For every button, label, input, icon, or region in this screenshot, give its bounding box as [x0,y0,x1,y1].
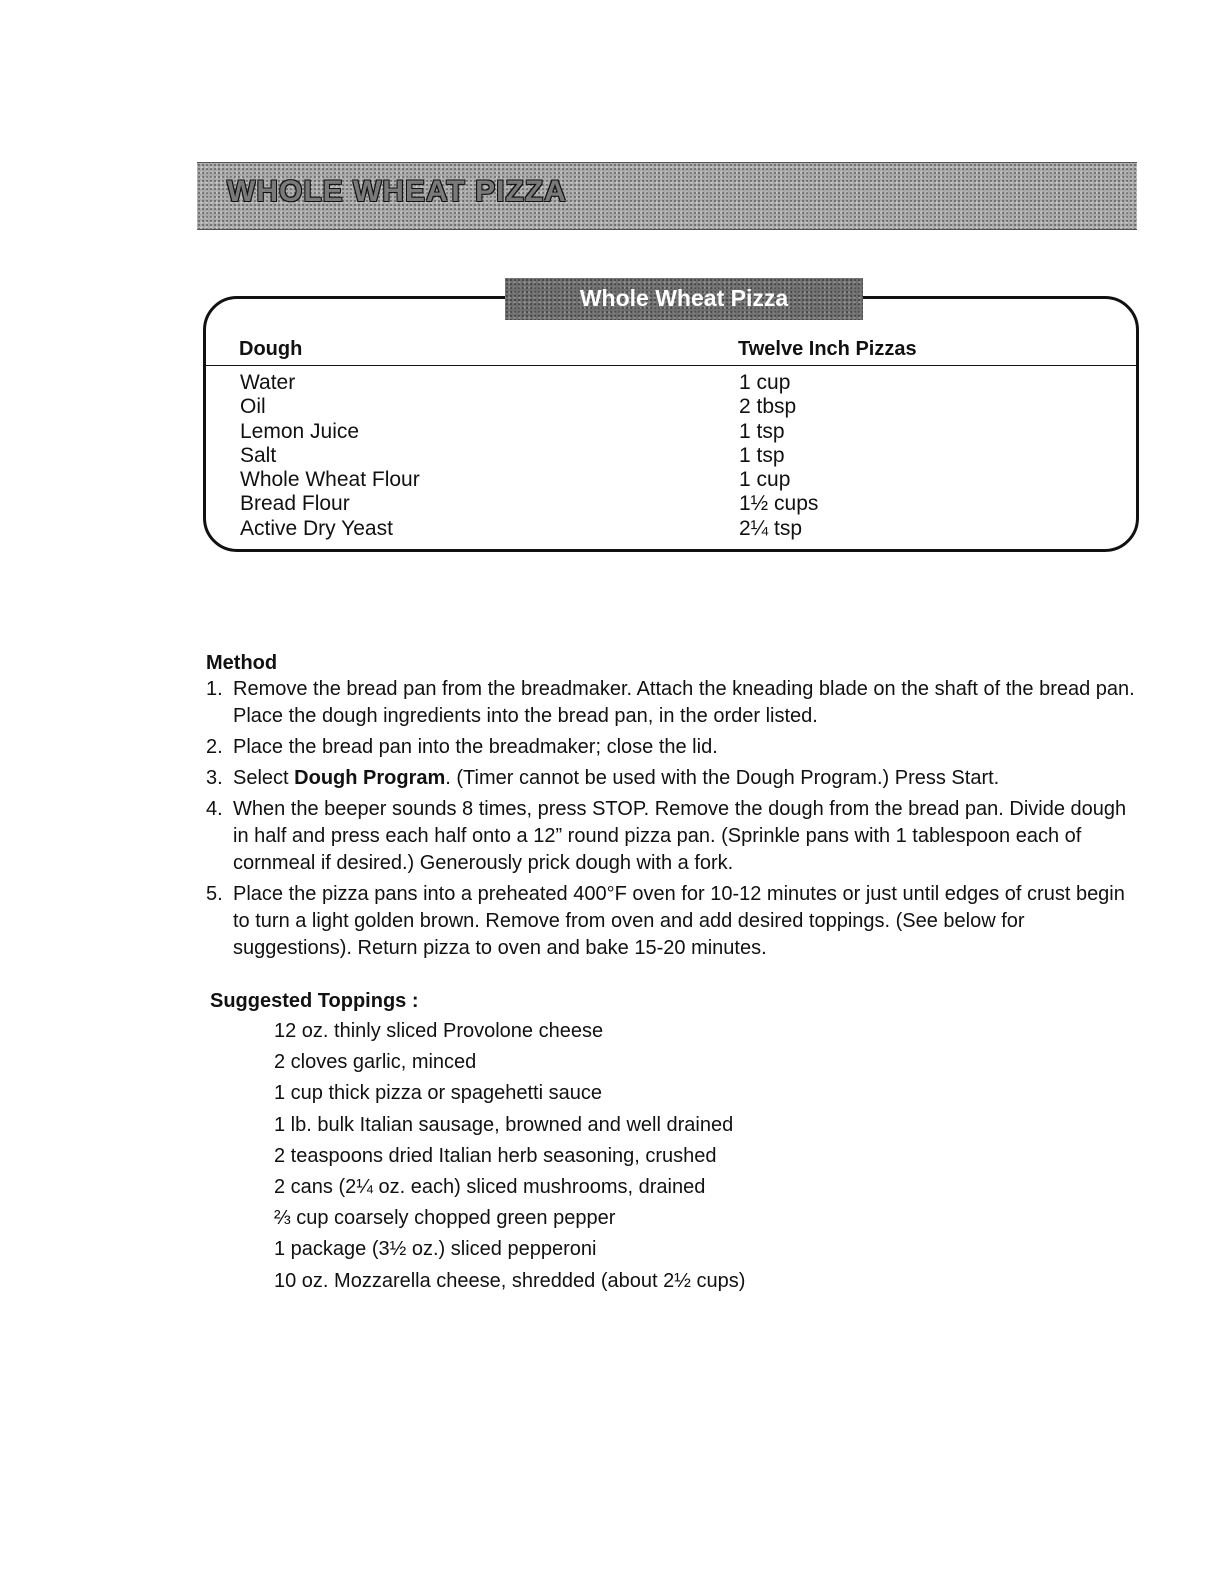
dough-column-header: Dough [239,338,303,360]
step-text: Remove the bread pan from the breadmaker. Attach the kneading blade on the shaft of the bread pan. Place the dough ingredients into the bread pan, in the order listed. [233,678,1135,727]
step-number: 4. [206,798,223,820]
ingredient-amount: 1 tsp [739,443,785,467]
ingredient-names [240,371,420,541]
step-text-before: Select [233,767,295,789]
method-step [206,796,1136,877]
topping-item: ⅔ cup coarsely chopped green pepper [274,1207,616,1230]
ingredient-amount: 1½ cups [739,492,819,516]
method-step [206,734,1136,761]
ingredient-amount: 1 cup [739,468,791,492]
method-step [206,765,1136,792]
ingredient-name: Bread Flour [240,492,350,516]
method-step [206,676,1136,730]
topping-item: 10 oz. Mozzarella cheese, shredded (about 2½ cups) [274,1269,746,1292]
step-number: 1. [206,678,223,700]
ingredient-name: Whole Wheat Flour [240,468,420,492]
step-number: 3. [206,767,223,789]
ingredient-amount: 1 cup [739,371,791,394]
ingredient-name: Oil [240,395,266,419]
ingredient-amount: 2 tbsp [739,395,797,419]
method-steps [206,676,1136,966]
step-text: Place the pizza pans into a preheated 400°F oven for 10-12 minutes or just until edges of crust begin to turn a light golden brown. Remove from oven and add desired toppings. (See below for suggestions). Return pizza to oven and bake 15-20 minutes. [233,883,1125,959]
ingredient-amount: 1 tsp [739,419,785,443]
step-text-bold: Dough Program [294,767,446,789]
method-heading: Method [206,652,278,674]
topping-item: 2 cans (2¼ oz. each) sliced mushrooms, drained [274,1176,706,1199]
topping-item: 12 oz. thinly sliced Provolone cheese [274,1020,604,1042]
step-text-after: . (Timer cannot be used with the Dough Program.) Press Start. [445,767,1000,789]
page-title: WHOLE WHEAT PIZZA [227,175,567,208]
ingredient-name: Water [240,371,296,394]
toppings-heading: Suggested Toppings : [210,990,419,1012]
topping-item: 2 cloves garlic, minced [274,1051,477,1074]
header-divider [205,365,1137,366]
toppings-list [274,1016,745,1297]
topping-item: 1 package (3½ oz.) sliced pepperoni [274,1238,597,1261]
ingredients-box-title: Whole Wheat Pizza [505,278,863,320]
step-number: 5. [206,883,223,905]
step-text: Place the bread pan into the breadmaker; close the lid. [233,736,718,758]
method-step [206,881,1136,962]
topping-item: 2 teaspoons dried Italian herb seasoning, crushed [274,1144,717,1167]
ingredient-name: Active Dry Yeast [240,516,393,540]
ingredient-amount: 2¼ tsp [739,516,803,540]
amount-column-header: Twelve Inch Pizzas [738,338,917,360]
ingredient-name: Lemon Juice [240,419,360,443]
step-number: 2. [206,736,223,758]
title-banner [197,162,1137,230]
step-text: When the beeper sounds 8 times, press STOP. Remove the dough from the bread pan. Divide dough in half and press each half onto a 12” round pizza pan. (Sprinkle pans with 1 tablespoon each of cornmeal if desired.) Generously prick dough with a fork. [233,798,1127,874]
topping-item: 1 lb. bulk Italian sausage, browned and well drained [274,1113,734,1136]
topping-item: 1 cup thick pizza or spagehetti sauce [274,1082,602,1105]
ingredient-amounts [739,371,818,541]
ingredient-name: Salt [240,443,277,467]
